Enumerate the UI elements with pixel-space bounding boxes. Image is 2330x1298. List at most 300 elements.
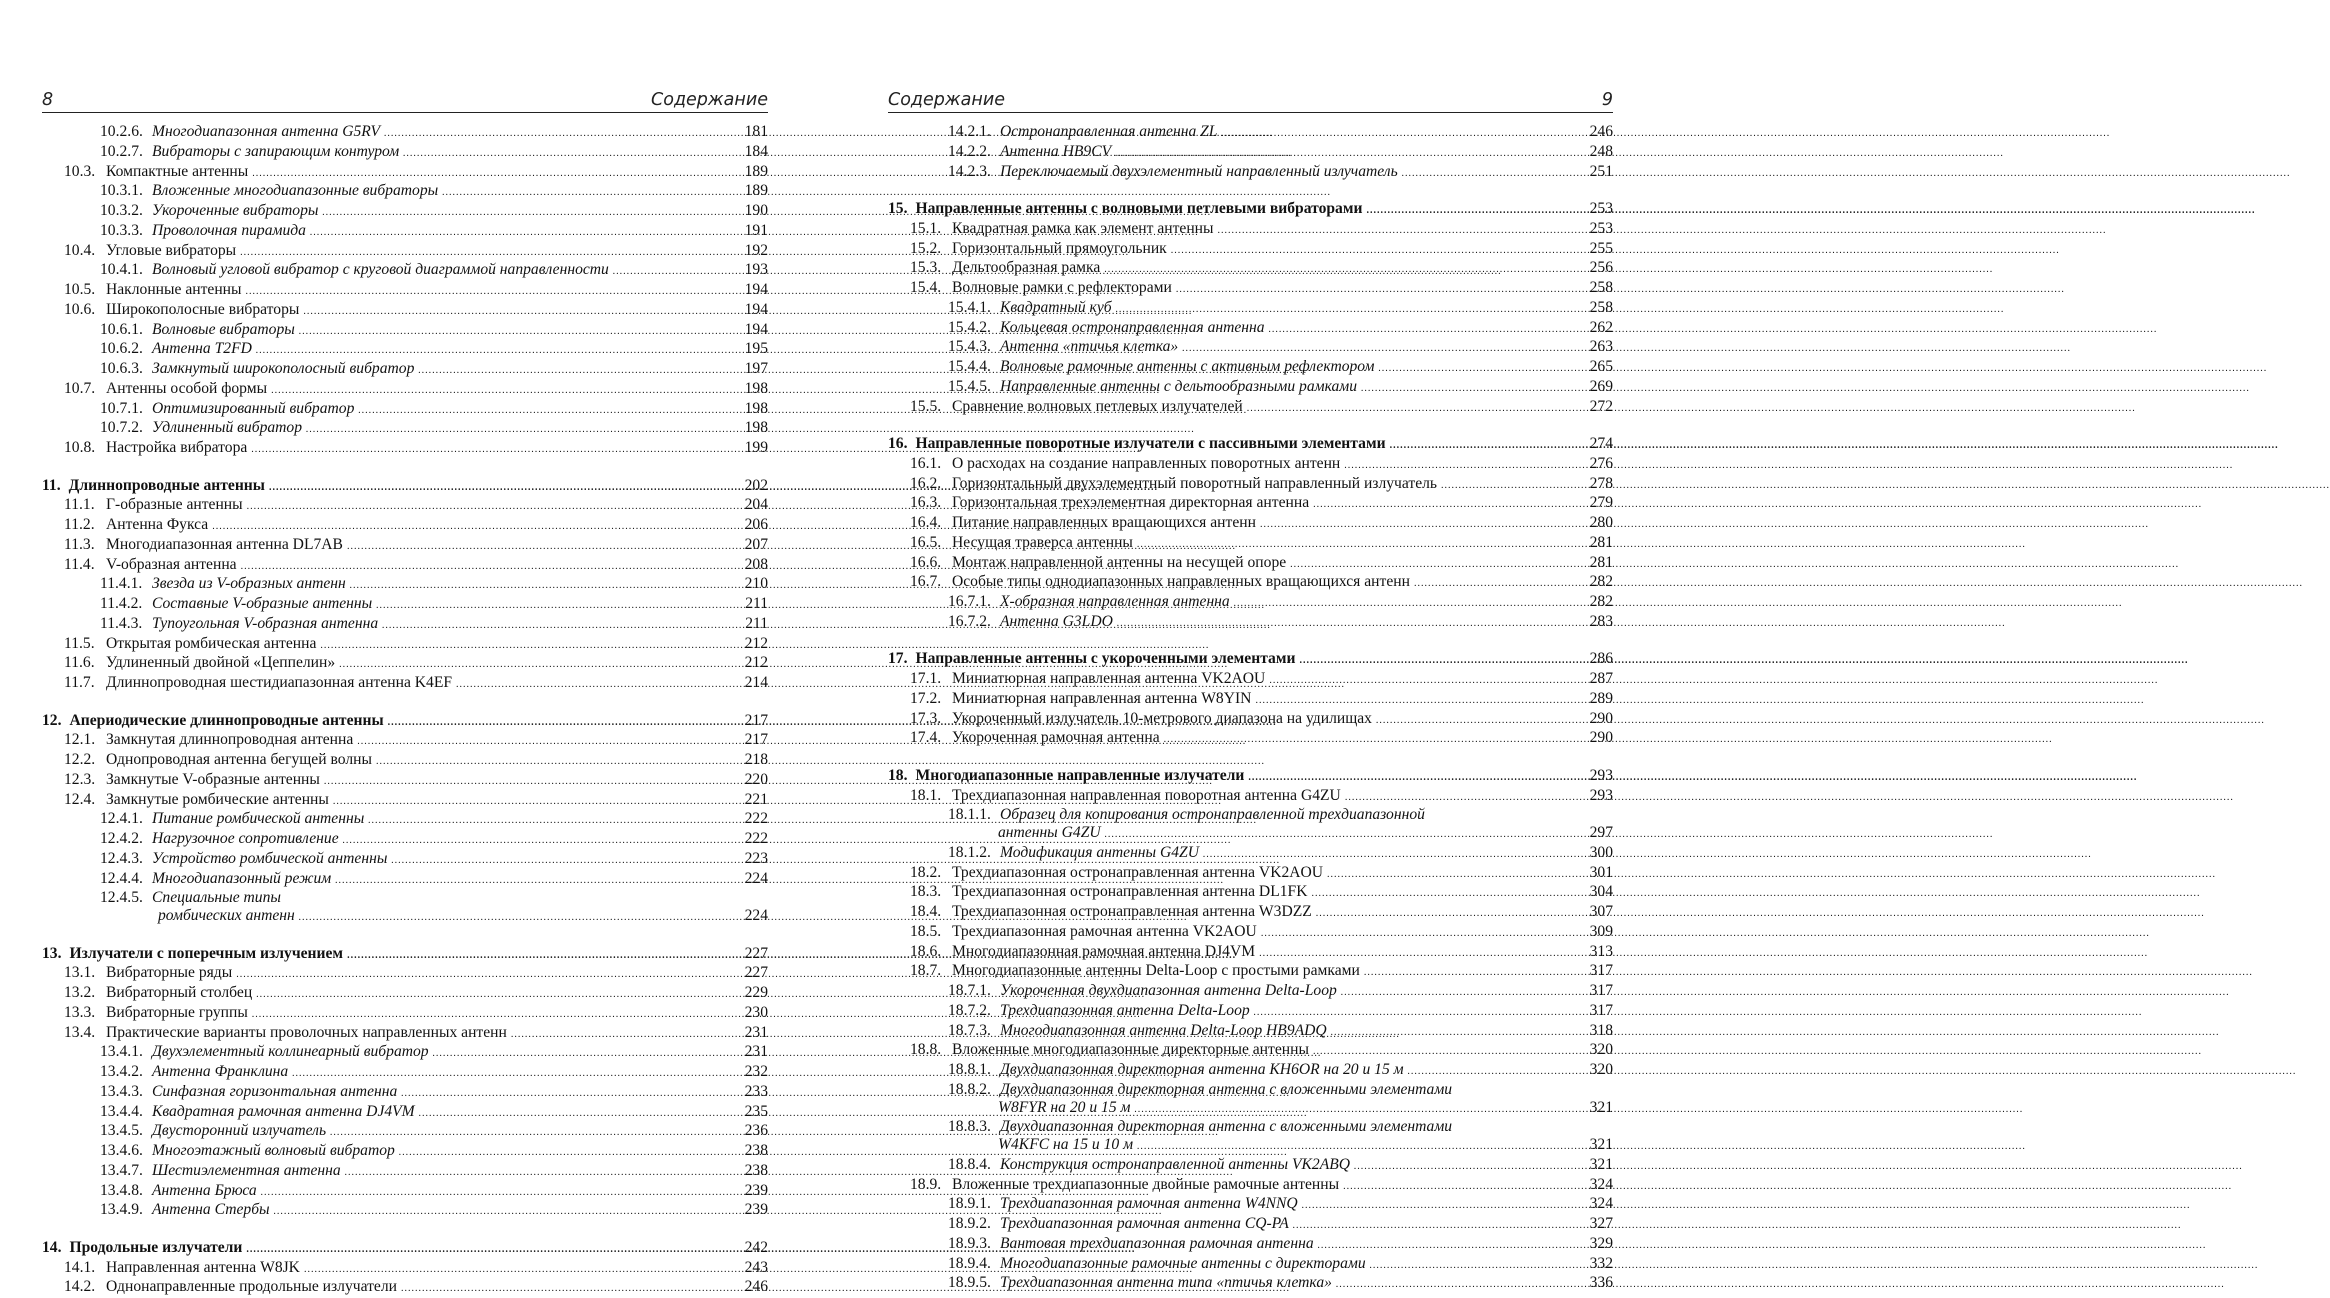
- toc-entry: [42, 380, 768, 400]
- entry-number: 13.4.9.: [100, 1201, 143, 1219]
- entry-title: Квадратная рамочная антенна DJ4VM: [152, 1102, 415, 1120]
- entry-number: 12.3.: [64, 770, 96, 788]
- dot-leader: [269, 477, 743, 497]
- dot-leader: [1378, 358, 1587, 378]
- entry-title: Антенна G3LDO: [1000, 612, 1113, 630]
- entry-number: 18.8.2.: [948, 1080, 991, 1098]
- entry-title: Трехдиапазонная антенна Delta-Loop: [1000, 1001, 1250, 1019]
- entry-number: 13.4.3.: [100, 1082, 143, 1100]
- toc-entry: [42, 419, 768, 439]
- entry-page: 194: [744, 320, 768, 338]
- entry-page: 309: [1589, 922, 1613, 940]
- entry-number: 12.4.3.: [100, 849, 143, 867]
- entry-title: Особые типы однодиапазонных направленных вращающихся антенн: [952, 573, 1410, 591]
- dot-leader: [382, 615, 743, 635]
- entry-number: 11.3.: [64, 535, 95, 553]
- toc-entry: [888, 514, 1613, 534]
- dot-leader: [456, 674, 743, 694]
- toc-entry: [888, 883, 1613, 903]
- dot-leader: [241, 556, 743, 576]
- toc-entry: [888, 903, 1613, 923]
- entry-page: 232: [744, 1063, 768, 1080]
- entry-title: Длиннопроводные антенны: [68, 476, 265, 494]
- toc-chapter: [888, 767, 1613, 787]
- entry-number: 11.6.: [64, 654, 95, 672]
- entry-page: 324: [1589, 1195, 1613, 1213]
- entry-page: 189: [744, 162, 768, 180]
- toc-entry: [42, 1004, 768, 1024]
- entry-number: 18.5.: [910, 922, 942, 940]
- entry-title: Оптимизированный вибратор: [152, 399, 355, 417]
- toc-entry: [888, 1215, 1613, 1235]
- toc-entry: [42, 301, 768, 321]
- section-gap: [42, 459, 768, 477]
- entry-number: 15.4.1.: [948, 298, 991, 316]
- entry-page: 198: [744, 399, 768, 417]
- entry-number: 10.6.3.: [100, 360, 143, 377]
- entry-number: 16.: [888, 435, 908, 452]
- dot-leader: [401, 1278, 743, 1298]
- entry-number: 10.6.: [64, 300, 96, 318]
- entry-number: 11.: [42, 476, 61, 494]
- toc-entry: [42, 731, 768, 751]
- entry-number: 15.5.: [910, 397, 942, 415]
- entry-page: 197: [744, 360, 768, 377]
- dot-leader: [252, 1004, 743, 1024]
- entry-title: Трехдиапазонная остронаправленная антенна DL1FK: [952, 883, 1308, 901]
- entry-page: 184: [744, 142, 768, 160]
- entry-number: 18.8.3.: [948, 1118, 991, 1136]
- entry-number: 18.9.5.: [948, 1274, 991, 1292]
- entry-title: Двухдиапазонная директорная антенна с вложенными элементами: [1000, 1080, 1453, 1098]
- entry-page: 281: [1589, 533, 1613, 551]
- entry-number: 16.2.: [910, 474, 942, 492]
- entry-number: 13.4.5.: [100, 1122, 143, 1140]
- dot-leader: [1316, 903, 1588, 923]
- entry-number: 16.3.: [910, 494, 942, 512]
- toc-chapter: [42, 945, 768, 965]
- entry-title: Составные V-образные антенны: [152, 595, 373, 612]
- entry-title: Однонаправленные продольные излучатели: [106, 1278, 397, 1296]
- toc-entry: [888, 1041, 1613, 1061]
- entry-number: 17.1.: [910, 670, 942, 687]
- toc-entry: [888, 534, 1613, 554]
- dot-leader: [247, 496, 743, 516]
- entry-number: 16.1.: [910, 454, 942, 472]
- entry-number: 18.1.: [910, 786, 942, 804]
- entry-number: 10.2.6.: [100, 123, 143, 140]
- toc-entry: [42, 635, 768, 655]
- entry-title: Двухдиапазонная директорная антенна с вложенными элементами: [1000, 1118, 1453, 1136]
- entry-page: 317: [1589, 962, 1613, 980]
- entry-number: 17.3.: [910, 709, 942, 727]
- dot-leader: [1117, 613, 1588, 633]
- toc-entry: [888, 670, 1613, 690]
- page-header: [888, 84, 1613, 113]
- dot-leader: [1218, 220, 1588, 240]
- toc-entry: [888, 398, 1613, 418]
- toc-entry: [42, 1162, 768, 1182]
- entry-number: 11.7.: [64, 674, 95, 691]
- entry-page: 231: [744, 1043, 768, 1061]
- toc-entry: [42, 1122, 768, 1142]
- entry-number: 11.4.1.: [100, 575, 143, 593]
- entry-page: 313: [1589, 942, 1613, 960]
- dot-leader: [343, 830, 743, 850]
- entry-number: 18.9.3.: [948, 1234, 991, 1252]
- entry-page: 195: [744, 340, 768, 358]
- toc-entry: [888, 806, 1613, 824]
- entry-page: 332: [1589, 1254, 1613, 1272]
- entry-page: 227: [744, 944, 768, 962]
- entry-number: 18.9.4.: [948, 1254, 991, 1272]
- entry-number: 18.7.3.: [948, 1021, 991, 1039]
- dot-leader: [1344, 455, 1587, 475]
- section-gap: [888, 749, 1613, 767]
- toc-entry: [42, 1278, 768, 1298]
- entry-title: Трехдиапазонная рамочная антенна W4NNQ: [1000, 1195, 1298, 1213]
- dot-leader: [613, 261, 743, 281]
- entry-title: Специальные типы: [152, 889, 281, 907]
- toc-entry: [42, 791, 768, 811]
- entry-page: 321: [1589, 1155, 1613, 1173]
- entry-title: Проволочная пирамида: [152, 221, 306, 239]
- entry-number: 18.2.: [910, 863, 942, 881]
- entry-title: Миниатюрная направленная антенна W8YIN: [952, 689, 1252, 707]
- entry-number: 15.4.5.: [948, 377, 991, 395]
- entry-page: 255: [1589, 239, 1613, 257]
- entry-number: 14.2.2.: [948, 142, 991, 160]
- toc-chapter: [42, 712, 768, 732]
- entry-title: Несущая траверса антенны: [952, 533, 1133, 551]
- entry-title: Двухэлементный коллинеарный вибратор: [152, 1043, 429, 1061]
- entry-title: Горизонтальный двухэлементный поворотный направленный излучатель: [952, 474, 1438, 492]
- dot-leader: [246, 281, 743, 301]
- entry-number: 10.7.2.: [100, 419, 143, 437]
- entry-title: Трехдиапазонная остронаправленная антенна W3DZZ: [952, 903, 1312, 920]
- toc-entry: [42, 1103, 768, 1123]
- toc-entry: [42, 261, 768, 281]
- entry-title: Вибраторные ряды: [106, 964, 233, 982]
- entry-page: 238: [744, 1161, 768, 1179]
- entry-page: 321: [1589, 1098, 1613, 1116]
- toc-entry: [888, 613, 1613, 633]
- entry-number: 17.: [888, 650, 908, 668]
- toc-chapter: [888, 650, 1613, 670]
- entry-number: 16.7.: [910, 573, 942, 591]
- dot-leader: [1293, 1215, 1588, 1235]
- dot-leader: [1408, 1061, 1588, 1081]
- entry-page: 320: [1589, 1041, 1613, 1059]
- dot-leader: [1171, 240, 1588, 260]
- entry-page: 222: [744, 810, 768, 828]
- entry-title: Квадратная рамка как элемент антенны: [952, 219, 1214, 237]
- entry-title: Многодиапазонная антенна G5RV: [152, 123, 381, 140]
- entry-page: 253: [1589, 219, 1613, 237]
- dot-leader: [1221, 123, 1587, 143]
- entry-page: 190: [744, 202, 768, 219]
- entry-title: Питание направленных вращающихся антенн: [952, 514, 1256, 531]
- entry-title: Синфазная горизонтальная антенна: [152, 1082, 398, 1100]
- entry-number: 13.4.7.: [100, 1161, 143, 1179]
- toc-entry: [42, 439, 768, 459]
- entry-number: 18.9.: [910, 1175, 942, 1193]
- dot-leader: [442, 182, 742, 202]
- toc-entry: [42, 1043, 768, 1063]
- dot-leader: [1354, 1156, 1588, 1176]
- entry-page: 220: [744, 770, 768, 788]
- toc-entry: [42, 771, 768, 791]
- entry-number: 18.8.4.: [948, 1155, 991, 1173]
- entry-title: Многоэтажный волновый вибратор: [152, 1142, 395, 1159]
- dot-leader: [391, 850, 742, 870]
- entry-title: Антенны особой формы: [106, 379, 268, 397]
- entry-title: Двусторонний излучатель: [152, 1122, 327, 1140]
- dot-leader: [330, 1122, 743, 1142]
- entry-title: Горизонтальный прямоугольник: [952, 239, 1167, 257]
- entry-title: Дельтообразная рамка: [952, 259, 1101, 277]
- entry-page: 206: [744, 516, 768, 533]
- entry-number: 18.7.2.: [948, 1001, 991, 1019]
- toc-entry: [888, 943, 1613, 963]
- entry-number: 10.5.: [64, 281, 96, 298]
- dot-leader: [419, 1103, 743, 1123]
- toc-entry: [888, 358, 1613, 378]
- entry-page: 283: [1589, 612, 1613, 630]
- dot-leader: [1234, 593, 1588, 613]
- entry-page: 276: [1589, 454, 1613, 472]
- entry-title: Направленные антенны с укороченными элементами: [915, 650, 1296, 668]
- toc-entry: [42, 281, 768, 301]
- entry-title: Образец для копирования остронаправленной трехдиапазонной: [1000, 806, 1425, 824]
- entry-page: 208: [744, 555, 768, 573]
- entry-page: 327: [1589, 1215, 1613, 1232]
- entry-page: 181: [744, 123, 768, 140]
- entry-number: 18.7.: [910, 962, 942, 980]
- toc-entry: [888, 1156, 1613, 1176]
- entry-number: 12.4.1.: [100, 810, 143, 828]
- toc-entry: [888, 787, 1613, 807]
- toc-entry: [888, 923, 1613, 943]
- entry-number: 12.4.4.: [100, 869, 143, 887]
- entry-title: W8FYR на 20 и 15 м: [998, 1098, 1131, 1116]
- dot-leader: [306, 419, 743, 439]
- dot-leader: [1345, 787, 1588, 807]
- entry-page: 304: [1589, 883, 1613, 901]
- entry-number: 15.1.: [910, 219, 942, 237]
- table-of-contents: [888, 123, 1613, 1294]
- dot-leader: [418, 360, 742, 380]
- entry-number: 18.7.1.: [948, 982, 991, 999]
- entry-page: 301: [1589, 863, 1613, 881]
- section-gap: [42, 1221, 768, 1239]
- toc-entry: [42, 850, 768, 870]
- entry-number: 13.4.: [64, 1023, 96, 1041]
- dot-leader: [1336, 1274, 1588, 1294]
- entry-title: Антенна Стербы: [152, 1201, 270, 1219]
- entry-title: Многодиапазонная антенна Delta-Loop HB9ADQ: [1000, 1021, 1327, 1039]
- entry-title: Замкнутый широкополосный вибратор: [152, 360, 415, 377]
- entry-title: Двухдиапазонная директорная антенна KH6OR на 20 и 15 м: [1000, 1061, 1404, 1078]
- entry-number: 18.1.1.: [948, 806, 991, 824]
- entry-number: 11.4.2.: [100, 595, 143, 612]
- entry-title: Замкнутая длиннопроводная антенна: [106, 731, 354, 749]
- dot-leader: [303, 301, 742, 321]
- section-gap: [42, 927, 768, 945]
- toc-entry: [888, 475, 1613, 495]
- entry-page: 289: [1589, 689, 1613, 707]
- dot-leader: [347, 536, 743, 556]
- toc-entry: [42, 340, 768, 360]
- entry-title: Трехдиапазонная направленная поворотная антенна G4ZU: [952, 786, 1341, 804]
- entry-page: 243: [744, 1258, 768, 1276]
- entry-page: 224: [744, 907, 768, 924]
- entry-title: Излучатели с поперечным излучением: [69, 944, 344, 962]
- dot-leader: [1137, 534, 1588, 554]
- entry-title: Многодиапазонная антенна DL7AB: [106, 535, 343, 553]
- entry-page: 272: [1589, 397, 1613, 415]
- entry-title: Волновый угловой вибратор с круговой диаграммой направленности: [152, 261, 609, 279]
- entry-page: 221: [744, 790, 768, 808]
- entry-page: 194: [744, 281, 768, 298]
- dot-leader: [292, 1063, 742, 1083]
- entry-page: 204: [744, 496, 768, 514]
- entry-page: 192: [744, 241, 768, 259]
- entry-page: 265: [1589, 358, 1613, 375]
- entry-page: 318: [1589, 1021, 1613, 1039]
- toc-chapter: [42, 1239, 768, 1259]
- entry-title: Замкнутые V-образные антенны: [106, 770, 320, 788]
- dot-leader: [335, 870, 742, 890]
- entry-page: 242: [744, 1238, 768, 1256]
- entry-number: 11.4.3.: [100, 614, 143, 632]
- dot-leader: [401, 1083, 742, 1103]
- entry-title: Длиннопроводная шестидиапазонная антенна K4EF: [106, 674, 453, 691]
- entry-page: 236: [744, 1122, 768, 1140]
- dot-leader: [1313, 494, 1587, 514]
- section-gap: [888, 182, 1613, 200]
- toc-entry: [888, 1022, 1613, 1042]
- dot-leader: [1269, 319, 1588, 339]
- toc-entry: [888, 593, 1613, 613]
- entry-page: 227: [744, 964, 768, 982]
- entry-page: 293: [1589, 766, 1613, 784]
- entry-title: Настройка вибратора: [106, 439, 248, 456]
- entry-number: 14.2.: [64, 1278, 96, 1296]
- entry-title: Питание ромбической антенны: [152, 810, 365, 828]
- section-gap: [42, 694, 768, 712]
- dot-leader: [251, 439, 742, 459]
- entry-number: 16.6.: [910, 553, 942, 571]
- toc-entry: [888, 729, 1613, 749]
- toc-entry: [42, 360, 768, 380]
- dot-leader: [350, 575, 743, 595]
- dot-leader: [1116, 299, 1588, 319]
- entry-title: Практические варианты проволочных направленных антенн: [106, 1023, 507, 1041]
- toc-entry: [42, 964, 768, 984]
- entry-page: 297: [1589, 824, 1613, 841]
- entry-number: 18.: [888, 766, 908, 784]
- entry-title: Горизонтальная трехэлементная директорная антенна: [952, 494, 1310, 512]
- entry-title: Направленные антенны с волновыми петлевыми вибраторами: [915, 200, 1363, 217]
- dot-leader: [1164, 729, 1588, 749]
- entry-number: 10.3.: [64, 162, 96, 180]
- dot-leader: [1137, 1136, 1588, 1156]
- toc-entry: [888, 378, 1613, 398]
- entry-page: 256: [1589, 259, 1613, 277]
- entry-page: 317: [1589, 1001, 1613, 1019]
- toc-chapter: [888, 200, 1613, 220]
- entry-number: 12.4.: [64, 790, 96, 808]
- dot-leader: [1302, 1195, 1588, 1215]
- toc-entry: [42, 536, 768, 556]
- toc-entry: [888, 1235, 1613, 1255]
- toc-entry: [888, 455, 1613, 475]
- entry-title: Укороченный излучатель 10-метрового диапазона на удилищах: [952, 709, 1372, 727]
- dot-leader: [310, 222, 743, 242]
- dot-leader: [339, 654, 742, 674]
- dot-leader: [1341, 982, 1588, 1002]
- toc-entry: [888, 1176, 1613, 1196]
- dot-leader: [1318, 1235, 1588, 1255]
- toc-entry: [42, 984, 768, 1004]
- entry-page: 269: [1589, 377, 1613, 395]
- dot-leader: [433, 1043, 743, 1063]
- dot-leader: [1105, 824, 1588, 844]
- entry-page: 286: [1589, 650, 1613, 668]
- entry-page: 329: [1589, 1234, 1613, 1252]
- entry-page: 253: [1589, 200, 1613, 217]
- toc-entry: [888, 494, 1613, 514]
- entry-number: 13.1.: [64, 964, 96, 982]
- entry-page: 194: [744, 300, 768, 318]
- dot-leader: [1115, 143, 1587, 163]
- entry-title: Шестиэлементная антенна: [152, 1161, 341, 1179]
- entry-page: 251: [1589, 162, 1613, 180]
- entry-title: Вибраторный столбец: [106, 984, 253, 1001]
- entry-title: Трехдиапазонная рамочная антенна CQ-PA: [1000, 1215, 1289, 1232]
- entry-number: 10.3.1.: [100, 182, 143, 200]
- entry-title: V-образная антенна: [106, 555, 237, 573]
- entry-number: 10.2.7.: [100, 142, 143, 160]
- dot-leader: [322, 202, 742, 222]
- entry-page: 223: [744, 849, 768, 867]
- entry-title: Г-образные антенны: [106, 496, 243, 514]
- entry-page: 300: [1589, 843, 1613, 861]
- dot-leader: [1248, 767, 1587, 787]
- entry-number: 16.7.1.: [948, 593, 991, 610]
- dot-leader: [304, 1259, 743, 1279]
- entry-title: Однопроводная антенна бегущей волны: [106, 751, 372, 768]
- entry-number: 13.3.: [64, 1003, 96, 1021]
- entry-page: 307: [1589, 903, 1613, 920]
- toc-entry: [42, 123, 768, 143]
- entry-title: Открытая ромбическая антенна: [106, 634, 317, 652]
- toc-entry: [888, 1081, 1613, 1099]
- entry-title: Апериодические длиннопроводные антенны: [69, 711, 384, 729]
- entry-number: 10.8.: [64, 439, 96, 456]
- dot-leader: [1361, 378, 1588, 398]
- entry-page: 202: [744, 476, 768, 494]
- entry-page: 336: [1589, 1274, 1613, 1292]
- entry-number: 18.1.2.: [948, 843, 991, 861]
- dot-leader: [246, 1239, 742, 1259]
- entry-page: 317: [1589, 982, 1613, 999]
- entry-number: 15.4.: [910, 279, 942, 296]
- toc-entry: [888, 554, 1613, 574]
- entry-page: 230: [744, 1003, 768, 1021]
- entry-page: 287: [1589, 670, 1613, 687]
